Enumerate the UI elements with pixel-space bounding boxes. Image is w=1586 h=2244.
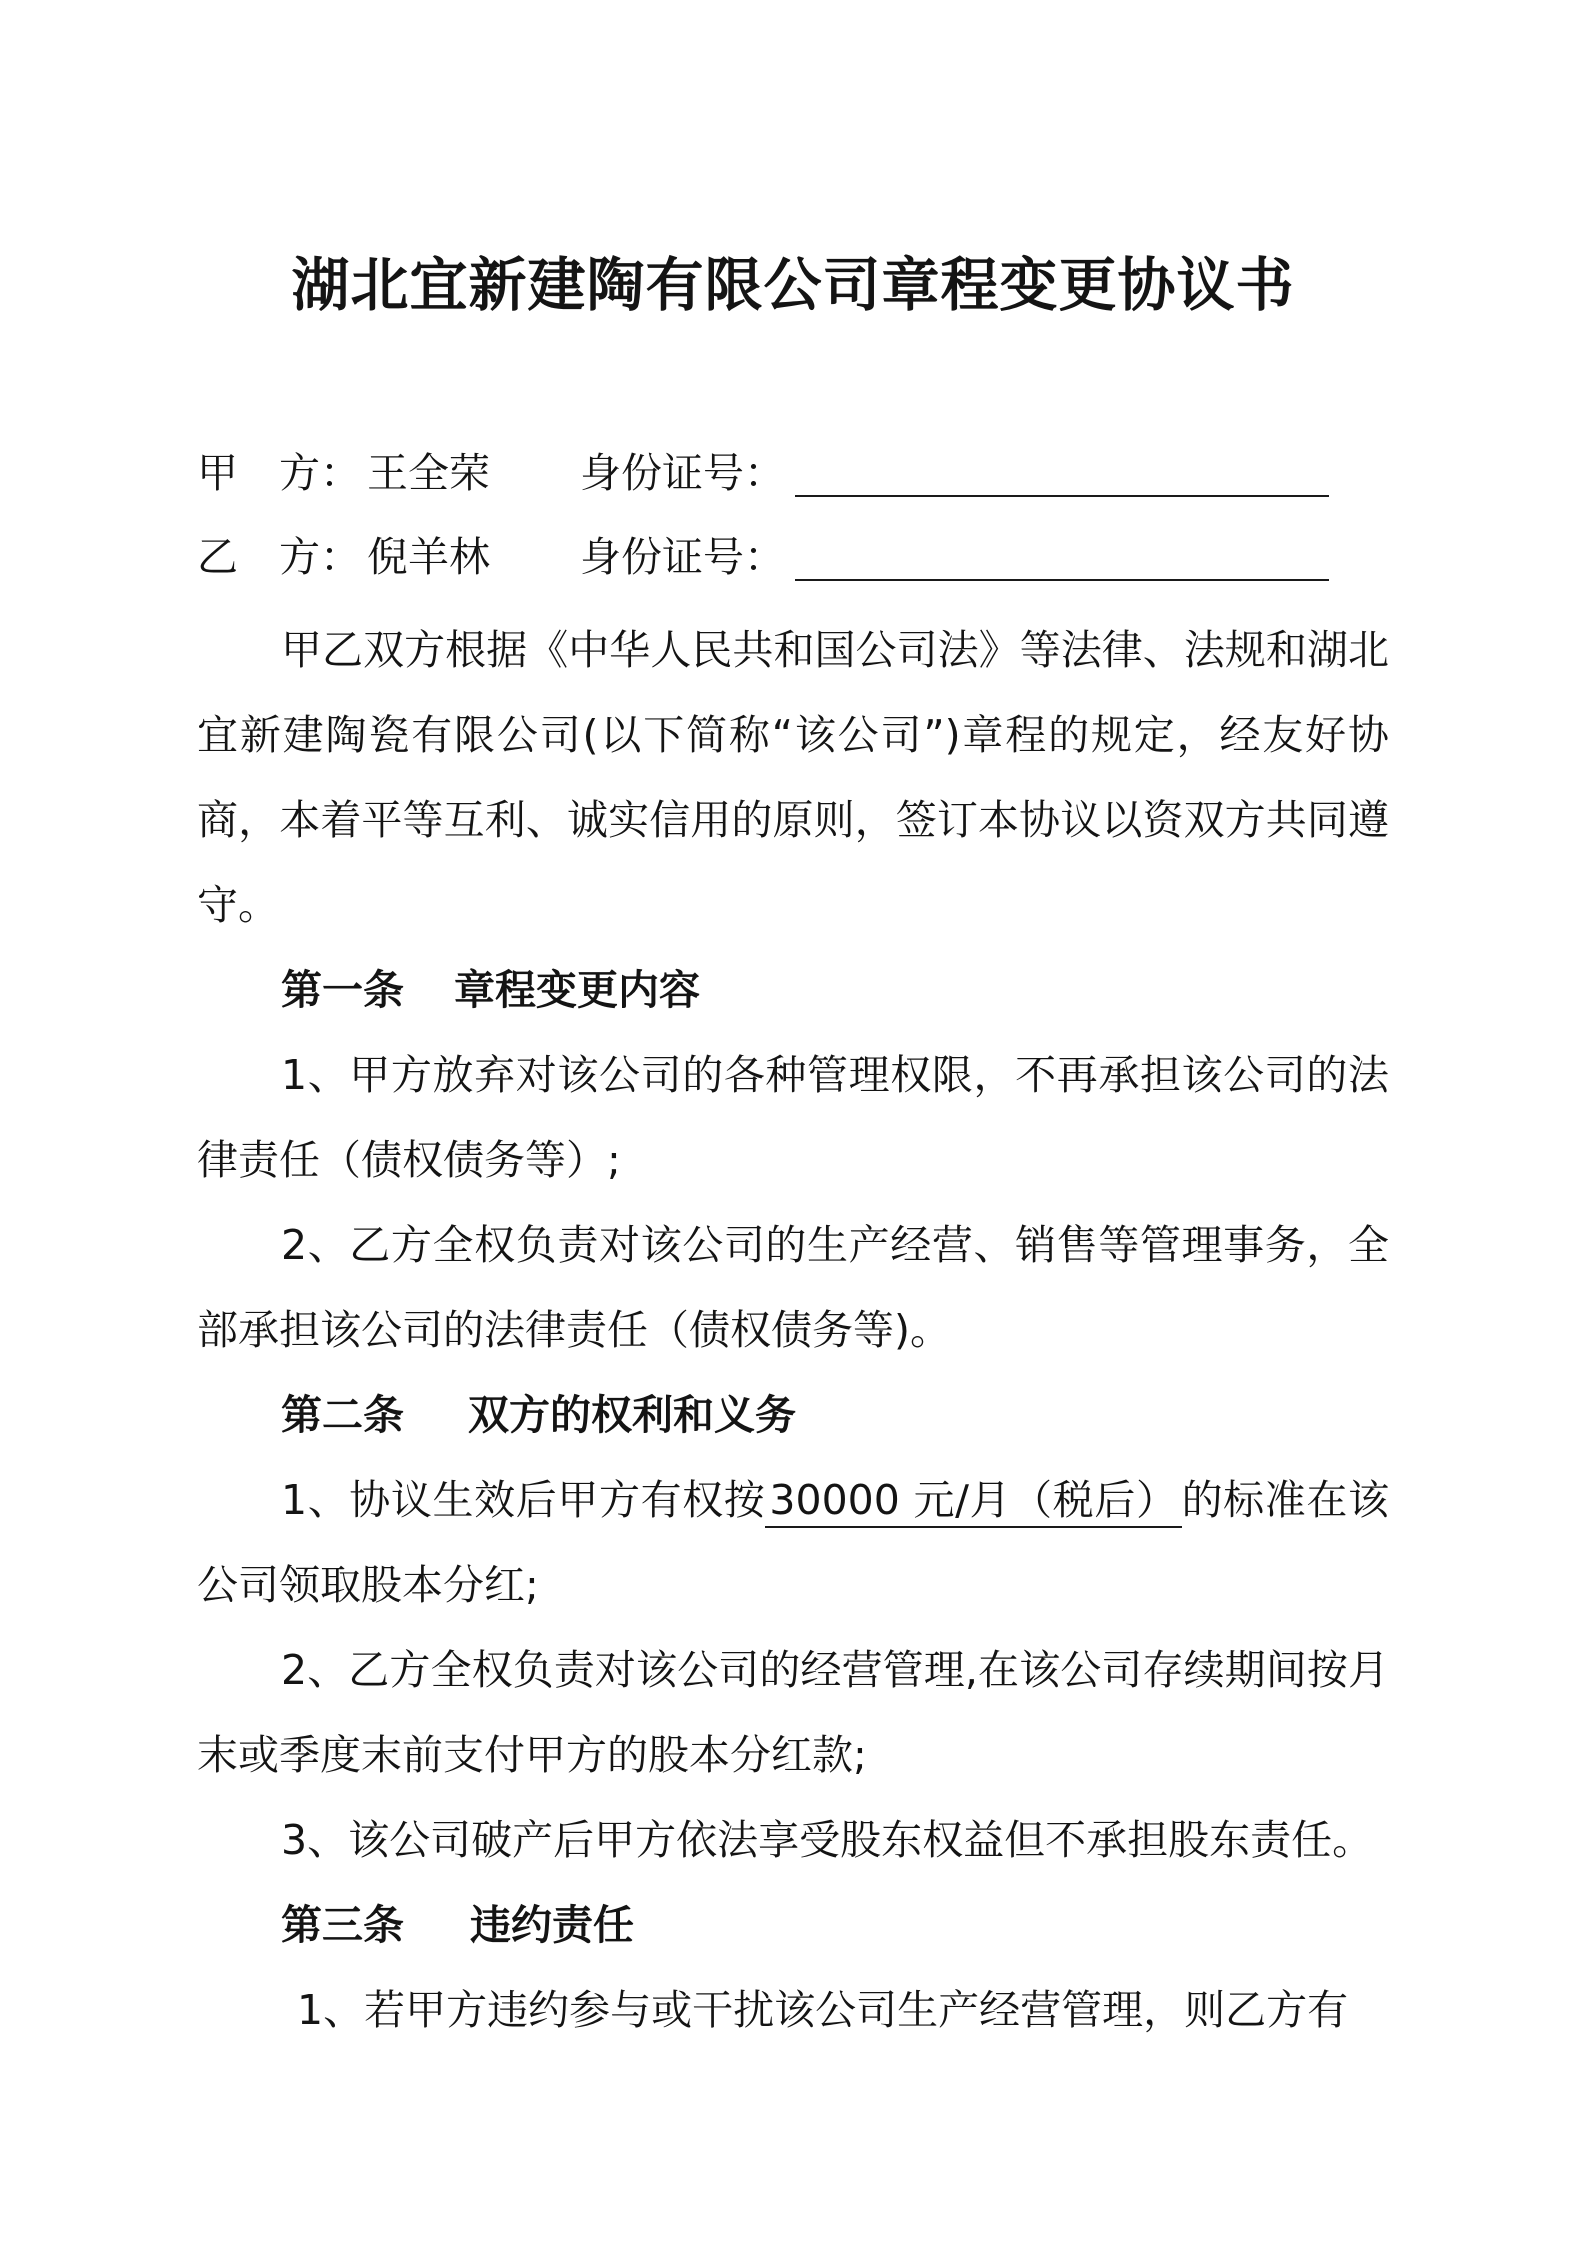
party-a-role-suffix: 方：	[279, 449, 361, 497]
party-b-id-label: 身份证号：	[580, 533, 785, 581]
article-3-heading	[197, 1883, 1389, 1968]
party-b-name: 倪羊林	[367, 533, 490, 581]
article-2-item-1-tail: 的标准在该公司领取股本分红;	[197, 1476, 1389, 1609]
article-2-heading	[197, 1373, 1389, 1458]
article-3-title: 违约责任	[470, 1901, 634, 1949]
article-2-title: 双方的权利和义务	[468, 1391, 796, 1439]
article-3-number: 第三条	[281, 1901, 404, 1949]
article-2-item-3: 3、该公司破产后甲方依法享受股东权益但不承担股东责任。	[281, 1816, 1374, 1864]
preamble-paragraph: 甲乙双方根据《中华人民共和国公司法》等法律、法规和湖北宜新建陶瓷有限公司(以下简称“该公司”)章程的规定，经友好协商，本着平等互利、诚实信用的原则，签订本协议以资双方共同遵守。	[197, 626, 1389, 929]
article-2-number: 第二条	[281, 1391, 404, 1439]
party-a-role: 甲	[197, 449, 238, 497]
article-1-title: 章程变更内容	[454, 966, 700, 1014]
article-1-item-1: 1、甲方放弃对该公司的各种管理权限，不再承担该公司的法律责任（债权债务等）;	[197, 1051, 1389, 1184]
article-2-item-2: 2、乙方全权负责对该公司的经营管理,在该公司存续期间按月末或季度末前支付甲方的股本分红款;	[197, 1646, 1389, 1779]
party-a-name: 王全荣	[367, 449, 490, 497]
article-1-number: 第一条	[281, 966, 404, 1014]
document-body	[197, 608, 1389, 2053]
article-1-item-2: 2、乙方全权负责对该公司的生产经营、销售等管理事务，全部承担该公司的法律责任（债权债务等)。	[197, 1221, 1389, 1354]
document-title: 湖北宜新建陶有限公司章程变更协议书	[291, 251, 1295, 319]
article-1-heading	[197, 948, 1389, 1033]
article-2-item-1-lead: 1、协议生效后甲方有权按	[281, 1476, 766, 1524]
dividend-amount-underlined: 30000 元/月（税后）	[765, 1476, 1181, 1528]
party-b-role-suffix: 方：	[279, 533, 361, 581]
party-a-id-label: 身份证号：	[580, 449, 785, 497]
article-2-item-1	[197, 1458, 1389, 1628]
article-3-item-1: 1、若甲方违约参与或干扰该公司生产经营管理，则乙方有	[297, 1986, 1349, 2034]
party-b-id-blank-line	[795, 579, 1329, 581]
party-b-role: 乙	[197, 533, 238, 581]
party-a-id-blank-line	[795, 495, 1329, 497]
